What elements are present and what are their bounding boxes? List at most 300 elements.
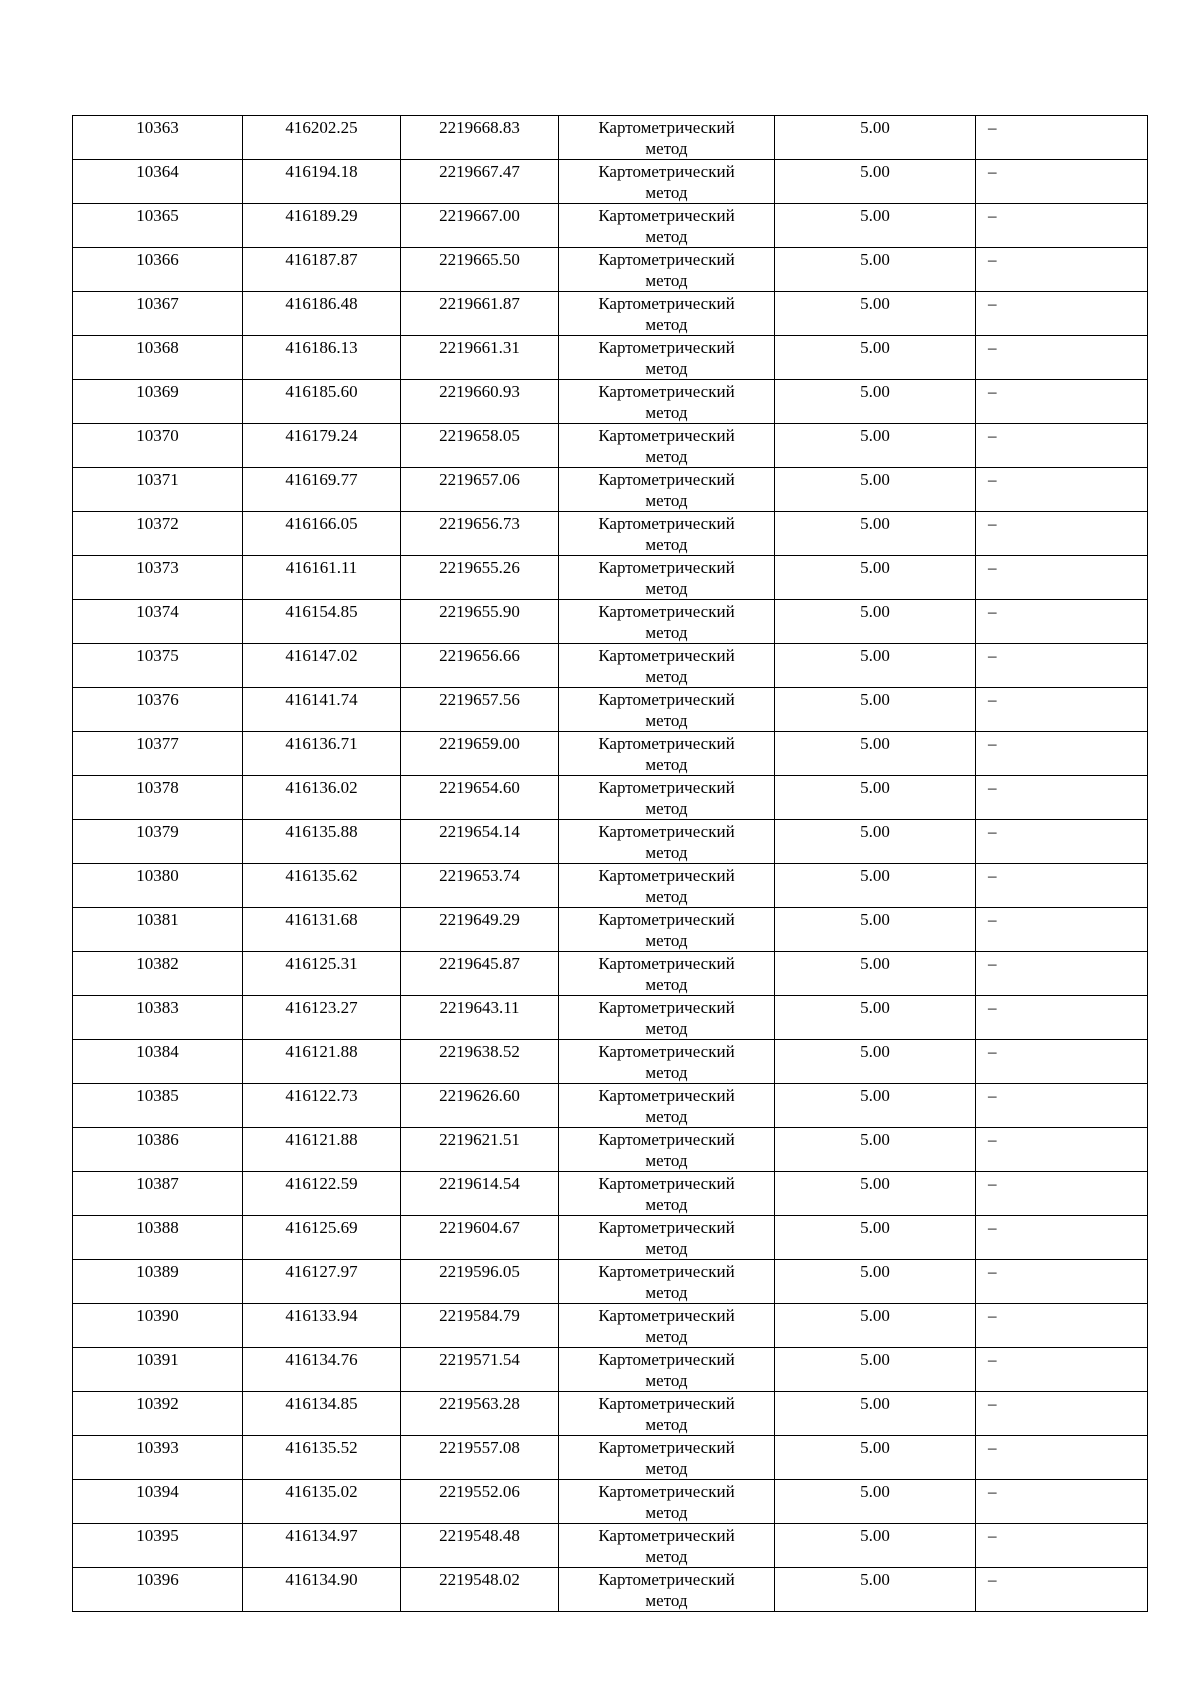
coordinates-table-body <box>73 116 1148 1612</box>
error-cell: 5.00 <box>775 292 976 336</box>
method-cell <box>559 1084 775 1128</box>
error-cell: 5.00 <box>775 160 976 204</box>
point-number-cell: 10395 <box>73 1524 243 1568</box>
table-row <box>73 644 1148 688</box>
point-number-cell: 10371 <box>73 468 243 512</box>
x-coordinate-cell: 416134.85 <box>243 1392 401 1436</box>
point-number-cell: 10392 <box>73 1392 243 1436</box>
table-row <box>73 160 1148 204</box>
point-number-cell: 10372 <box>73 512 243 556</box>
table-row <box>73 248 1148 292</box>
x-coordinate-cell: 416134.76 <box>243 1348 401 1392</box>
x-coordinate-cell: 416125.69 <box>243 1216 401 1260</box>
point-number-cell: 10377 <box>73 732 243 776</box>
error-cell: 5.00 <box>775 512 976 556</box>
table-row <box>73 732 1148 776</box>
x-coordinate-cell: 416186.48 <box>243 292 401 336</box>
table-row <box>73 1304 1148 1348</box>
y-coordinate-cell: 2219658.05 <box>401 424 559 468</box>
y-coordinate-cell: 2219665.50 <box>401 248 559 292</box>
method-line-2: метод <box>645 755 688 774</box>
method-line-1: Картометрический <box>598 1174 735 1193</box>
y-coordinate-cell: 2219604.67 <box>401 1216 559 1260</box>
error-cell: 5.00 <box>775 468 976 512</box>
x-coordinate-cell: 416179.24 <box>243 424 401 468</box>
y-coordinate-cell: 2219552.06 <box>401 1480 559 1524</box>
y-coordinate-cell: 2219654.60 <box>401 776 559 820</box>
point-number-cell: 10378 <box>73 776 243 820</box>
x-coordinate-cell: 416133.94 <box>243 1304 401 1348</box>
method-line-1: Картометрический <box>598 998 735 1017</box>
x-coordinate-cell: 416147.02 <box>243 644 401 688</box>
note-cell: – <box>976 1568 1148 1612</box>
method-line-2: метод <box>645 667 688 686</box>
error-cell: 5.00 <box>775 1348 976 1392</box>
y-coordinate-cell: 2219548.02 <box>401 1568 559 1612</box>
method-line-2: метод <box>645 1019 688 1038</box>
error-cell: 5.00 <box>775 556 976 600</box>
method-line-2: метод <box>645 931 688 950</box>
method-line-2: метод <box>645 1547 688 1566</box>
note-cell: – <box>976 1084 1148 1128</box>
method-cell <box>559 1392 775 1436</box>
table-row <box>73 424 1148 468</box>
method-cell <box>559 1040 775 1084</box>
point-number-cell: 10380 <box>73 864 243 908</box>
table-row <box>73 512 1148 556</box>
error-cell: 5.00 <box>775 1216 976 1260</box>
table-row <box>73 204 1148 248</box>
point-number-cell: 10385 <box>73 1084 243 1128</box>
note-cell: – <box>976 1436 1148 1480</box>
x-coordinate-cell: 416166.05 <box>243 512 401 556</box>
x-coordinate-cell: 416135.02 <box>243 1480 401 1524</box>
y-coordinate-cell: 2219661.87 <box>401 292 559 336</box>
y-coordinate-cell: 2219645.87 <box>401 952 559 996</box>
method-line-2: метод <box>645 315 688 334</box>
error-cell: 5.00 <box>775 1040 976 1084</box>
error-cell: 5.00 <box>775 1392 976 1436</box>
error-cell: 5.00 <box>775 1260 976 1304</box>
coordinates-table <box>72 115 1148 1612</box>
y-coordinate-cell: 2219655.26 <box>401 556 559 600</box>
x-coordinate-cell: 416122.59 <box>243 1172 401 1216</box>
note-cell: – <box>976 644 1148 688</box>
method-line-1: Картометрический <box>598 470 735 489</box>
method-line-2: метод <box>645 887 688 906</box>
method-line-1: Картометрический <box>598 338 735 357</box>
x-coordinate-cell: 416131.68 <box>243 908 401 952</box>
point-number-cell: 10388 <box>73 1216 243 1260</box>
y-coordinate-cell: 2219571.54 <box>401 1348 559 1392</box>
method-cell <box>559 1524 775 1568</box>
table-row <box>73 1040 1148 1084</box>
y-coordinate-cell: 2219657.06 <box>401 468 559 512</box>
x-coordinate-cell: 416185.60 <box>243 380 401 424</box>
table-row <box>73 468 1148 512</box>
table-row <box>73 600 1148 644</box>
y-coordinate-cell: 2219563.28 <box>401 1392 559 1436</box>
point-number-cell: 10365 <box>73 204 243 248</box>
error-cell: 5.00 <box>775 424 976 468</box>
method-line-1: Картометрический <box>598 1526 735 1545</box>
note-cell: – <box>976 952 1148 996</box>
point-number-cell: 10368 <box>73 336 243 380</box>
table-row <box>73 1260 1148 1304</box>
method-cell <box>559 1436 775 1480</box>
method-line-1: Картометрический <box>598 250 735 269</box>
method-line-1: Картометрический <box>598 1438 735 1457</box>
method-line-2: метод <box>645 711 688 730</box>
method-line-1: Картометрический <box>598 866 735 885</box>
note-cell: – <box>976 864 1148 908</box>
method-line-1: Картометрический <box>598 822 735 841</box>
point-number-cell: 10387 <box>73 1172 243 1216</box>
x-coordinate-cell: 416121.88 <box>243 1040 401 1084</box>
method-line-2: метод <box>645 1063 688 1082</box>
x-coordinate-cell: 416123.27 <box>243 996 401 1040</box>
note-cell: – <box>976 204 1148 248</box>
y-coordinate-cell: 2219660.93 <box>401 380 559 424</box>
note-cell: – <box>976 556 1148 600</box>
error-cell: 5.00 <box>775 248 976 292</box>
error-cell: 5.00 <box>775 1480 976 1524</box>
y-coordinate-cell: 2219649.29 <box>401 908 559 952</box>
method-cell <box>559 1216 775 1260</box>
method-cell <box>559 116 775 160</box>
point-number-cell: 10369 <box>73 380 243 424</box>
method-cell <box>559 204 775 248</box>
method-line-1: Картометрический <box>598 910 735 929</box>
y-coordinate-cell: 2219667.00 <box>401 204 559 248</box>
x-coordinate-cell: 416134.90 <box>243 1568 401 1612</box>
error-cell: 5.00 <box>775 996 976 1040</box>
method-cell <box>559 1172 775 1216</box>
method-line-1: Картометрический <box>598 162 735 181</box>
method-cell <box>559 380 775 424</box>
x-coordinate-cell: 416125.31 <box>243 952 401 996</box>
method-line-2: метод <box>645 403 688 422</box>
y-coordinate-cell: 2219596.05 <box>401 1260 559 1304</box>
x-coordinate-cell: 416154.85 <box>243 600 401 644</box>
method-line-1: Картометрический <box>598 558 735 577</box>
method-line-2: метод <box>645 1371 688 1390</box>
x-coordinate-cell: 416135.52 <box>243 1436 401 1480</box>
note-cell: – <box>976 1304 1148 1348</box>
method-line-1: Картометрический <box>598 734 735 753</box>
table-row <box>73 116 1148 160</box>
table-row <box>73 1128 1148 1172</box>
method-line-1: Картометрический <box>598 118 735 137</box>
error-cell: 5.00 <box>775 1436 976 1480</box>
method-line-2: метод <box>645 1327 688 1346</box>
method-cell <box>559 820 775 864</box>
x-coordinate-cell: 416141.74 <box>243 688 401 732</box>
note-cell: – <box>976 468 1148 512</box>
error-cell: 5.00 <box>775 952 976 996</box>
note-cell: – <box>976 424 1148 468</box>
method-line-1: Картометрический <box>598 382 735 401</box>
x-coordinate-cell: 416121.88 <box>243 1128 401 1172</box>
method-line-2: метод <box>645 843 688 862</box>
method-line-1: Картометрический <box>598 690 735 709</box>
note-cell: – <box>976 1172 1148 1216</box>
x-coordinate-cell: 416135.62 <box>243 864 401 908</box>
method-line-2: метод <box>645 975 688 994</box>
point-number-cell: 10364 <box>73 160 243 204</box>
method-cell <box>559 600 775 644</box>
note-cell: – <box>976 908 1148 952</box>
method-line-2: метод <box>645 271 688 290</box>
point-number-cell: 10390 <box>73 1304 243 1348</box>
method-line-2: метод <box>645 491 688 510</box>
method-line-1: Картометрический <box>598 1130 735 1149</box>
method-line-2: метод <box>645 447 688 466</box>
table-row <box>73 776 1148 820</box>
method-line-1: Картометрический <box>598 1086 735 1105</box>
note-cell: – <box>976 380 1148 424</box>
method-line-2: метод <box>645 1107 688 1126</box>
note-cell: – <box>976 996 1148 1040</box>
method-line-2: метод <box>645 799 688 818</box>
table-row <box>73 380 1148 424</box>
x-coordinate-cell: 416136.02 <box>243 776 401 820</box>
note-cell: – <box>976 336 1148 380</box>
method-line-2: метод <box>645 139 688 158</box>
error-cell: 5.00 <box>775 732 976 776</box>
method-cell <box>559 1128 775 1172</box>
method-line-2: метод <box>645 1239 688 1258</box>
point-number-cell: 10394 <box>73 1480 243 1524</box>
table-row <box>73 556 1148 600</box>
y-coordinate-cell: 2219638.52 <box>401 1040 559 1084</box>
method-line-2: метод <box>645 1503 688 1522</box>
note-cell: – <box>976 512 1148 556</box>
table-row <box>73 1348 1148 1392</box>
error-cell: 5.00 <box>775 380 976 424</box>
table-row <box>73 820 1148 864</box>
y-coordinate-cell: 2219656.66 <box>401 644 559 688</box>
method-line-2: метод <box>645 1459 688 1478</box>
method-cell <box>559 776 775 820</box>
error-cell: 5.00 <box>775 1524 976 1568</box>
error-cell: 5.00 <box>775 1304 976 1348</box>
table-row <box>73 1172 1148 1216</box>
y-coordinate-cell: 2219667.47 <box>401 160 559 204</box>
point-number-cell: 10391 <box>73 1348 243 1392</box>
point-number-cell: 10374 <box>73 600 243 644</box>
y-coordinate-cell: 2219557.08 <box>401 1436 559 1480</box>
point-number-cell: 10363 <box>73 116 243 160</box>
y-coordinate-cell: 2219548.48 <box>401 1524 559 1568</box>
method-line-2: метод <box>645 1591 688 1610</box>
error-cell: 5.00 <box>775 204 976 248</box>
y-coordinate-cell: 2219661.31 <box>401 336 559 380</box>
y-coordinate-cell: 2219654.14 <box>401 820 559 864</box>
error-cell: 5.00 <box>775 600 976 644</box>
note-cell: – <box>976 1040 1148 1084</box>
y-coordinate-cell: 2219584.79 <box>401 1304 559 1348</box>
error-cell: 5.00 <box>775 776 976 820</box>
method-line-1: Картометрический <box>598 1570 735 1589</box>
point-number-cell: 10375 <box>73 644 243 688</box>
method-cell <box>559 336 775 380</box>
y-coordinate-cell: 2219653.74 <box>401 864 559 908</box>
y-coordinate-cell: 2219656.73 <box>401 512 559 556</box>
y-coordinate-cell: 2219643.11 <box>401 996 559 1040</box>
table-row <box>73 336 1148 380</box>
table-row <box>73 864 1148 908</box>
method-line-1: Картометрический <box>598 1350 735 1369</box>
table-row <box>73 292 1148 336</box>
table-row <box>73 1216 1148 1260</box>
note-cell: – <box>976 600 1148 644</box>
point-number-cell: 10386 <box>73 1128 243 1172</box>
method-cell <box>559 160 775 204</box>
table-row <box>73 952 1148 996</box>
table-row <box>73 688 1148 732</box>
point-number-cell: 10370 <box>73 424 243 468</box>
point-number-cell: 10381 <box>73 908 243 952</box>
method-line-1: Картометрический <box>598 1218 735 1237</box>
method-line-2: метод <box>645 1283 688 1302</box>
method-line-1: Картометрический <box>598 1042 735 1061</box>
x-coordinate-cell: 416122.73 <box>243 1084 401 1128</box>
method-line-2: метод <box>645 535 688 554</box>
method-line-2: метод <box>645 1415 688 1434</box>
method-line-1: Картометрический <box>598 954 735 973</box>
x-coordinate-cell: 416187.87 <box>243 248 401 292</box>
note-cell: – <box>976 1260 1148 1304</box>
method-cell <box>559 1260 775 1304</box>
note-cell: – <box>976 688 1148 732</box>
y-coordinate-cell: 2219626.60 <box>401 1084 559 1128</box>
method-line-2: метод <box>645 1195 688 1214</box>
method-line-1: Картометрический <box>598 206 735 225</box>
method-line-1: Картометрический <box>598 602 735 621</box>
method-cell <box>559 644 775 688</box>
method-cell <box>559 732 775 776</box>
method-cell <box>559 952 775 996</box>
y-coordinate-cell: 2219614.54 <box>401 1172 559 1216</box>
point-number-cell: 10393 <box>73 1436 243 1480</box>
error-cell: 5.00 <box>775 336 976 380</box>
method-line-1: Картометрический <box>598 1394 735 1413</box>
x-coordinate-cell: 416127.97 <box>243 1260 401 1304</box>
method-cell <box>559 688 775 732</box>
table-row <box>73 1392 1148 1436</box>
y-coordinate-cell: 2219655.90 <box>401 600 559 644</box>
x-coordinate-cell: 416194.18 <box>243 160 401 204</box>
method-cell <box>559 908 775 952</box>
x-coordinate-cell: 416186.13 <box>243 336 401 380</box>
method-cell <box>559 292 775 336</box>
note-cell: – <box>976 732 1148 776</box>
x-coordinate-cell: 416202.25 <box>243 116 401 160</box>
method-line-2: метод <box>645 623 688 642</box>
x-coordinate-cell: 416135.88 <box>243 820 401 864</box>
y-coordinate-cell: 2219668.83 <box>401 116 559 160</box>
method-line-1: Картометрический <box>598 1482 735 1501</box>
note-cell: – <box>976 1348 1148 1392</box>
method-cell <box>559 864 775 908</box>
method-cell <box>559 468 775 512</box>
note-cell: – <box>976 1392 1148 1436</box>
table-row <box>73 1084 1148 1128</box>
method-line-1: Картометрический <box>598 646 735 665</box>
method-line-2: метод <box>645 183 688 202</box>
error-cell: 5.00 <box>775 688 976 732</box>
point-number-cell: 10383 <box>73 996 243 1040</box>
method-cell <box>559 512 775 556</box>
method-cell <box>559 1304 775 1348</box>
point-number-cell: 10396 <box>73 1568 243 1612</box>
x-coordinate-cell: 416136.71 <box>243 732 401 776</box>
table-row <box>73 1524 1148 1568</box>
x-coordinate-cell: 416189.29 <box>243 204 401 248</box>
method-line-1: Картометрический <box>598 426 735 445</box>
x-coordinate-cell: 416169.77 <box>243 468 401 512</box>
error-cell: 5.00 <box>775 1568 976 1612</box>
note-cell: – <box>976 776 1148 820</box>
error-cell: 5.00 <box>775 908 976 952</box>
method-cell <box>559 1480 775 1524</box>
method-line-2: метод <box>645 227 688 246</box>
method-line-1: Картометрический <box>598 1262 735 1281</box>
table-row <box>73 1480 1148 1524</box>
point-number-cell: 10376 <box>73 688 243 732</box>
method-cell <box>559 556 775 600</box>
method-cell <box>559 996 775 1040</box>
note-cell: – <box>976 1524 1148 1568</box>
point-number-cell: 10373 <box>73 556 243 600</box>
method-line-1: Картометрический <box>598 778 735 797</box>
method-line-1: Картометрический <box>598 514 735 533</box>
error-cell: 5.00 <box>775 1128 976 1172</box>
note-cell: – <box>976 820 1148 864</box>
point-number-cell: 10382 <box>73 952 243 996</box>
point-number-cell: 10366 <box>73 248 243 292</box>
error-cell: 5.00 <box>775 644 976 688</box>
y-coordinate-cell: 2219657.56 <box>401 688 559 732</box>
method-cell <box>559 1568 775 1612</box>
y-coordinate-cell: 2219659.00 <box>401 732 559 776</box>
error-cell: 5.00 <box>775 820 976 864</box>
method-cell <box>559 424 775 468</box>
note-cell: – <box>976 292 1148 336</box>
table-row <box>73 1568 1148 1612</box>
point-number-cell: 10384 <box>73 1040 243 1084</box>
note-cell: – <box>976 1216 1148 1260</box>
point-number-cell: 10389 <box>73 1260 243 1304</box>
error-cell: 5.00 <box>775 1172 976 1216</box>
point-number-cell: 10379 <box>73 820 243 864</box>
x-coordinate-cell: 416134.97 <box>243 1524 401 1568</box>
method-line-2: метод <box>645 1151 688 1170</box>
method-line-2: метод <box>645 579 688 598</box>
note-cell: – <box>976 1480 1148 1524</box>
note-cell: – <box>976 160 1148 204</box>
table-row <box>73 996 1148 1040</box>
table-row <box>73 1436 1148 1480</box>
method-line-1: Картометрический <box>598 1306 735 1325</box>
method-line-2: метод <box>645 359 688 378</box>
y-coordinate-cell: 2219621.51 <box>401 1128 559 1172</box>
error-cell: 5.00 <box>775 116 976 160</box>
method-line-1: Картометрический <box>598 294 735 313</box>
note-cell: – <box>976 116 1148 160</box>
note-cell: – <box>976 248 1148 292</box>
